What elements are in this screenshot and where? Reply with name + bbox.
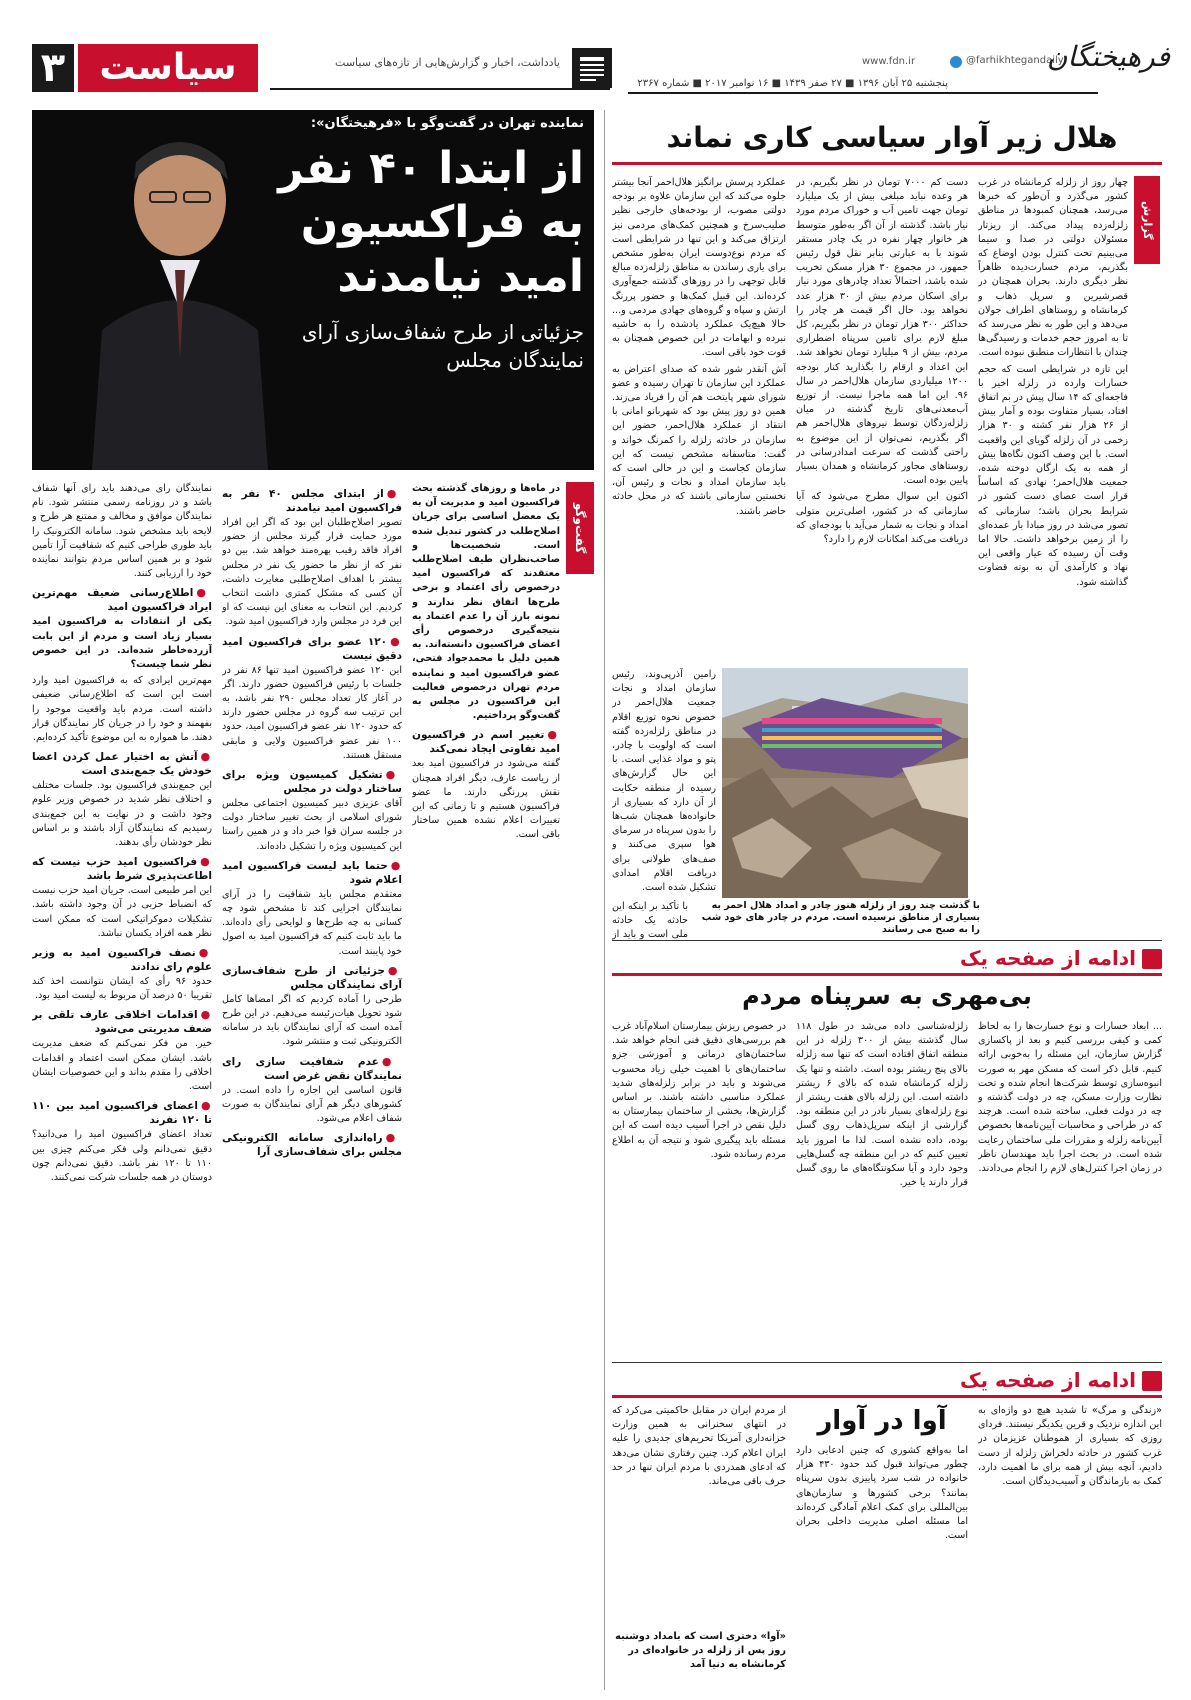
page-number: ۳ — [32, 44, 74, 92]
photo-caption: با گذشت چند روز از زلزله هنوز چادر و امداد هلال احمر به بسیاری از مناطق نرسیده است. مردم در چادر های خود شب را به صبح می رسانند — [701, 900, 980, 935]
continued-label: ادامه از صفحه یک — [960, 946, 1136, 970]
masthead-rule-right — [628, 92, 1098, 94]
question-13: ●اقدامات اخلاقی عارف تلقی بر ضعف مدیریتی می‌شود — [32, 1008, 212, 1036]
ava-title: آوا در آوار — [817, 1406, 947, 1436]
helal-title: هلال زیر آوار سیاسی کاری نماند — [666, 121, 1118, 154]
bimehri-bottom-rule — [612, 1362, 1162, 1363]
question-3: ●تشکیل کمیسیون ویژه برای ساختار دولت در مجلس — [222, 768, 402, 796]
helal-col-3: عملکرد پرسش برانگیز هلال‌احمر آنجا بیشتر جلوه می‌کند که این سازمان علاوه بر بودجه دولتی مصوب، از بودجه‌های خارجی نظیر صلیب‌سرخ و همچنین کمک‌های مردمی نیز ارتزاق می‌کند و این تنها در شرایطی است که مردم نوع‌دوست ایران به‌طور مشخص برای یاری رساندن به مناطق زلزله‌زده مبالغ قابل توجهی را در روزهای گذشته جمع‌آوری کرده‌اند. این قبیل کمک‌ها و حضور پررنگ ارتش و سپاه و گروه‌های جهادی مردمی و... حالا هیچ‌یک عملکرد یادشده را به حاشیه نبرده و ابهامات در این خصوص همچنان به قوت خود باقی است. آش آنقدر شور شده که صدای اعتراض به عملکرد این سازمان تا تهران رسیده و عضو شورای شهر پایتخت هم آن را فریاد می‌زند. همین دو روز پیش بود که شهربانو امانی با انتقاد از عملکرد هلال‌احمر، حضور این سازمان در حادثه زلزله را کمرنگ خواند و گفت: متاسفانه مشخص نیست که این سازمان کجاست و این در حالی است که باید سازمان امداد و نجات و رئیس آن، نخستین سازمانی باشند که در محل حادثه حاضر باشند. — [612, 177, 786, 517]
continued-rule-1 — [612, 973, 1162, 976]
column-divider — [604, 110, 605, 1690]
ava-col-1: «زندگی و مرگ» تا شدید هیچ دو واژه‌ای به این اندازه نزدیک و قرین یکدیگر نیستند. فردای روزی که بسیاری از هموطنان عزیزمان در غرب کشور در حادثه دلخراش زلزله از دست دادیم، آنچه بیش از همه برای ما اهمیت دارد، کمک به بازماندگان و آسیب‌دیدگان است. — [978, 1405, 1162, 1488]
continued-rule-2 — [612, 1395, 1162, 1398]
interview-hero — [32, 110, 594, 470]
question-12: ●نصف فراکسیون امید به وزیر علوم رای ندادند — [32, 946, 212, 974]
helal-bottom-rule — [612, 940, 1162, 941]
continued-label: ادامه از صفحه یک — [960, 1368, 1136, 1392]
question-9: ●اطلاع‌رسانی ضعیف مهم‌ترین ایراد فراکسیون امید — [32, 586, 212, 614]
question-7: ●راه‌اندازی سامانه الکترونیکی مجلس برای شفاف‌سازی آرا — [222, 1131, 402, 1159]
interview-col-1: در ماه‌ها و روزهای گذشته بحث فراکسیون امید و مدیریت آن به یک معضل اساسی برای جریان اصلاح‌طلب در کشور تبدیل شده است. شخصیت‌ها و صاحب‌نظران طیف اصلاح‌طلب معتقدند که فراکسیون امید درخصوص رأی اعتماد و برخی طرح‌ها اتفاق نظر ندارند و نمونه بارز آن را عدم اعتماد به نتیجه‌گیری درخصوص رأی اعضای فراکسیون دانسته‌اند. به همین دلیل با محمدجواد فتحی، عضو فراکسیون امید و نماینده مردم تهران درخصوص فعالیت این فراکسیون در مجلس به گفت‌وگو پرداختیم. ●تغییر اسم در فراکسیون امید تفاوتی ایجاد نمی‌کند گفته می‌شود در فراکسیون امید بعد از ریاست عارف، دیگر افراد همچنان نقش پررنگی دارند. ما عضو فراکسیون هستیم و تا زمانی که این تغییرات اعلام نشده همین ساختار باقی است. — [412, 483, 560, 841]
masthead-rule — [270, 88, 610, 90]
bimehri-col-3: در خصوص ریزش بیمارستان اسلام‌آباد غرب هم بررسی‌های دقیق فنی انجام خواهد شد. ساختمان‌های درمانی و آموزشی جزو ساختمان‌های با اهمیت خیلی زیاد محسوب می‌شوند و باید در برابر زلزله‌های شدید عملکرد مناسبی داشته باشند. بر اساس گزارش‌ها، بخشی از ساختمان بیمارستان به دلیل نقص در اجرا آسیب دیده است که این مسئله باید پیگیری شود و نتیجه آن به اطلاع مردم رسانده شود. — [612, 1021, 786, 1160]
section-title: سیاست — [78, 44, 258, 92]
interview-kicker: نماینده تهران در گفت‌وگو با «فرهیختگان»: — [310, 116, 584, 131]
continued-badge-1 — [960, 946, 1162, 972]
question-6: ●عدم شفافیت سازی رای نمایندگان نقض غرض است — [222, 1054, 402, 1082]
continued-icon — [1142, 1371, 1162, 1391]
issue-line: پنجشنبه ۲۵ آبان ۱۳۹۶ ■ ۲۷ صفر ۱۴۳۹ ■ ۱۶ نوامبر ۲۰۱۷ ■ شماره ۲۳۶۷ — [637, 78, 948, 89]
helal-col-5: با تأکید بر اینکه این حادثه یک حادثه ملی است و باید از — [612, 901, 688, 940]
site-url: www.fdn.ir — [862, 56, 916, 67]
interview-tag: گفت‌وگو — [566, 482, 594, 574]
question-8: ●تغییر اسم در فراکسیون امید تفاوتی ایجاد نمی‌کند — [412, 728, 560, 756]
question-1: ●از ابتدای مجلس ۴۰ نفر به فراکسیون امید نیامدند — [222, 487, 402, 514]
twitter-handle: @farhikhtegandaily — [966, 55, 1064, 66]
interview-col-3: نمایندگان رای می‌دهند باید رای آنها شفاف باشد و در روزنامه رسمی منتشر شود. نام نمایندگان موافق و مخالف و ممتنع هر طرح و لایحه باید مشخص شود. سامانه الکترونیک را باید طوری طراحی کنیم که شفافیت آرا تأمین شود و بر همین اساس مردم بتوانند نماینده خود را ارزیابی کنند. ●اطلاع‌رسانی ضعیف مهم‌ترین ایراد فراکسیون امید یکی از انتقادات به فراکسیون امید بسیار زیاد است و مردم از این بابت آزرده‌خاطر شده‌اند. در این خصوص نظر شما چیست؟ مهم‌ترین ایرادی که به فراکسیون امید وارد است این است که اطلاع‌رسانی ضعیفی داشته است. مردم باید واقعیت موجود را بفهمند و خود را در جریان کار نمایندگان قرار دهند. ما همواره به این موضوع تأکید کرده‌ایم. ●آتش به اختیار عمل کردن اعضا خودش یک جمع‌بندی است این جمع‌بندی فراکسیون بود. جلسات مختلف و اختلاف نظر شدید در خصوص وزیر علوم وجود داشت و در نهایت به این جمع‌بندی رسیدیم که نمایندگان آزاد باشند و بر اساس نظر خودشان رأی بدهند. ●فراکسیون امید حزب نیست که اطاعت‌پذیری شرط باشد این امر طبیعی است. جریان امید حزب نیست که انضباط حزبی در آن وجود داشته باشد. تشکیلات دموکراتیکی است که ممکن است نظر همه افراد یکسان نباشد. ●نصف فراکسیون امید به وزیر علوم رای ندادند حدود ۹۶ رأی که ایشان نتوانست اخذ کند تقریبا ۵۰ درصد آن مربوط به لیست امید بود. ●اقدامات اخلاقی عارف تلقی بر ضعف مدیریتی می‌شود خیر. من فکر نمی‌کنم که ضعف مدیریت باشد. ایشان ممکن است اعتماد و اقدامات اخلاقی را مقدم بداند و این خصوصیات ایشان است. ●اعضای فراکسیون امید بین ۱۱۰ تا ۱۲۰ نفرند تعداد اعضای فراکسیون امید را می‌دانید؟ دقیق نمی‌دانم ولی فکر می‌کنم چیزی بین ۱۱۰ تا ۱۲۰ نفر باشد. دقیق نمی‌دانم چون دوستان در همه جلسات شرکت نمی‌کنند. — [32, 483, 212, 1183]
helal-col-2: دست کم ۷۰۰۰ تومان در نظر بگیریم، در هر وعده نباید مبلغی بیش از یک میلیارد تومان جهت تامین آب و خوراک مردم مورد نیاز باشد. گذشته از آن اگر به‌طور متوسط هر خانوار چهار نفره در یک چادر مستقر شوند با به عبارتی بنابر نقل قول رئیس جمهور، در مجموع ۳۰ هزار مسکن تخریب شده باشد، احتمالاً تعداد چادرهای مورد نیاز برای اسکان مردم بیش از ۳۰ هزار عدد نخواهد بود. حال اگر قیمت هر چادر را حداکثر ۳۰۰ هزار تومان در نظر بگیریم، کل مبلغ لازم برای تامین سرپناه اضطراری مردم، بیش از ۹ میلیارد تومان نخواهد شد. این اعداد و ارقام را بگذارید کنار بودجه ۱۲۰۰ میلیاردی سازمان هلال‌احمر در سال ۹۶. این اما همه ماجرا نیست. از توزیع آب‌معدنی‌های تاریخ گذشته در میان زلزله‌زدگان توسط نیروهای هلال‌احمر هم اگر بگذریم، نمی‌توان از این موضوع به راحتی گذشت که سرعت امدادرسانی در روستاهای مجاور کرمانشاه و همدان بسیار پایین بوده است. اکنون این سوال مطرح می‌شود که آیا سازمانی که در کشور، اصلی‌ترین متولی امداد و نجات به شمار می‌آید با بودجه‌ای که دریافت می‌کند امکانات لازم را دارد؟ — [796, 177, 968, 546]
question-2: ●۱۲۰ عضو برای فراکسیون امید دقیق نیست — [222, 634, 402, 662]
newspaper-logo: فرهیختگان — [1046, 40, 1170, 73]
earthquake-photo — [722, 668, 968, 898]
question-5: ●جزئیاتی از طرح شفاف‌سازی آرای نمایندگان مجلس — [222, 963, 402, 991]
interview-headline: از ابتدا ۴۰ نفر به فراکسیون امید نیامدند — [278, 143, 584, 302]
helal-col-4: رامین آذرپی‌وند، رئیس سازمان امداد و نجات جمعیت هلال‌احمر در خصوص نحوه توزیع اقلام در مناطق زلزله‌زده گفته است که اولویت با چادر، پتو و مواد غذایی است. با این حال گزارش‌های رسیده از منطقه حکایت از آن دارد که بسیاری از خانواده‌ها همچنان شب‌ها را بدون سرپناه در سرمای هوا سپری می‌کنند و صف‌های طولانی برای دریافت اقلام امدادی تشکیل شده است. — [612, 669, 716, 894]
newspaper-icon — [572, 48, 612, 88]
helal-col-1: چهار روز از زلزله کرمانشاه در غرب کشور می‌گذرد و آن‌طور که خبرها می‌رسد، همچنان کمبودها در مناطق زلزله‌زده پیداد می‌کند. از ریزتار مسئولان دولتی در صدا و سیما می‌بینیم تحت کنترل بودن اوضاع که بگذریم، مردم خسارت‌دیده ظاهراً نظر دیگری دارند. بحران همچنان در قصرشیرین و سرپل ذهاب و کرمانشاه و روستاهای اطراف جولان می‌دهد و این طور به نظر می‌رسد که تا به امروز حجم خدمات و رسیدگی‌ها چندان با انتظارات منطبق نبوده است. این تازه در شرایطی است که حجم خسارات وارده در زلزله اخیر با فاجعه‌ای که ۱۴ سال پیش در بم اتفاق افتاد، بسیار متفاوت بوده و آمار بیش از ۲۶ هزار نفر کشته و ۳۰ هزار زخمی در آن زلزله گویای این واقعیت است. با این وصف اکنون نگاه‌ها بیش از همه به یک ارگان دوخته شده، جمعیت هلال‌احمر؛ نهادی که اساساً قرار است عصای دست کشور در شرایط بحران باشد؛ سازمانی که تصور می‌شد در روز مبادا بار عمده‌ای را از زمین برخواهد داشت. حالا اما وقت آن رسیده که عیار واقعی این نهاد و کارآمدی آن به بوته قضاوت گذاشته شود. — [978, 177, 1128, 588]
question-11: ●فراکسیون امید حزب نیست که اطاعت‌پذیری شرط باشد — [32, 855, 212, 883]
interview-col-2: ●از ابتدای مجلس ۴۰ نفر به فراکسیون امید نیامدند تصویر اصلاح‌طلبان این بود که اگر این افراد مورد حمایت قرار گیرند مجلس از حضور افراد فاقد رقیب بهره‌مند خواهد شد. بین دو نفر که از نظر ما حضور یک نفر در مجلس بیشتر با اهداف اصلاح‌طلبی مغایرت داشت، آن کسی که مشکل کمتری داشت انتخاب کردیم. این انتخاب به معنای این نیست که او این فرد در مجلس وارد فراکسیون امید شود. ●۱۲۰ عضو برای فراکسیون امید دقیق نیست این ۱۲۰ عضو فراکسیون امید تنها ۸۶ نفر در جلسات با رئیس فراکسیون حضور دارند. اگر در آغاز کار تعداد مجلس ۲۹۰ نفر باشد، به این ترتیب سه گروه در مجلس حضور دارند که حدود ۱۲۰ نفر عضو فراکسیون امید، حدود ۱۰۰ نفر عضو فراکسیون ولایی و مابقی مستقل هستند. ●تشکیل کمیسیون ویژه برای ساختار دولت در مجلس آقای عزیزی دبیر کمیسیون اجتماعی مجلس شورای اسلامی از بحث تغییر ساختار دولت در جلسه سران قوا خبر داد و در همین راستا این کمیسیون ویژه را تشکیل داده‌اند. ●حتما باید لیست فراکسیون امید اعلام شود معتقدم مجلس باید شفافیت را در آرای نمایندگان اجرایی کند تا مشخص شود چه کسانی به چه طرح‌ها و لوایحی رأی داده‌اند. ما باید ثابت کنیم که فراکسیون امید به اصول خود پایبند است. ●جزئیاتی از طرح شفاف‌سازی آرای نمایندگان مجلس طرحی را آماده کردیم که اگر امضاها کامل شود تحویل هیات‌رئیسه می‌دهیم. در این طرح آمده است که آرای نمایندگان باید در سامانه الکترونیکی ثبت و منتشر شود. ●عدم شفافیت سازی رای نمایندگان نقض غرض است قانون اساسی این اجازه را داده است. در کشورهای دیگر هم آرای نمایندگان به صورت شفاف اعلام می‌شود. ●راه‌اندازی سامانه الکترونیکی مجلس برای شفاف‌سازی آرا — [222, 487, 402, 1159]
ava-col-2: اما به‌واقع کشوری که چنین ادعایی دارد چطور می‌تواند قبول کند حدود ۴۳۰ هزار خانواده در شب سرد پاییزی بدون سرپناه بمانند؟ برخی کشورها و سازمان‌های بین‌المللی برای کمک اعلام آمادگی کرده‌اند اما مسئله اصلی مدیریت داخلی بحران است. — [796, 1445, 968, 1542]
question-4: ●حتما باید لیست فراکسیون امید اعلام شود — [222, 858, 402, 886]
bimehri-col-1: ... ابعاد خسارات و نوع خسارت‌ها را به لحاظ کمی و کیفی بررسی کنیم و بعد از پاکسازی گزارش سازمان، این مسئله را به‌خوبی ارائه کنیم. قابل ذکر است که مسکن مهر به صورت انبوه‌سازی توسط شرکت‌ها انجام شده و تحت نظارت وزارت مسکن، چه در دولت گذشته و چه در دولت فعلی، ساخته شده است. هرچند که در طراحی و محاسبات آیین‌نامه‌ها بخصوص آیین‌نامه زلزله و مقررات ملی ساختمان رعایت شده است. در بحث اجرا باید مهندسان ناظر در زمان اجرا کنترل‌های لازم را انجام می‌دادند. — [978, 1021, 1162, 1175]
ava-col-3: از مردم ایران در مقابل حاکمیتی می‌کرد که در انتهای سخنرانی به همین وزارت خزانه‌داری آمریکا تحریم‌های جدیدی را علیه ایران اعلام کرد. چنین رفتاری نشان می‌دهد که ادعای همدردی با مردم ایران تنها در حد حرف باقی می‌ماند. — [612, 1405, 786, 1488]
helal-title-rule — [612, 162, 1162, 165]
continued-icon — [1142, 949, 1162, 969]
tagline: یادداشت، اخبار و گزارش‌هایی از تازه‌های سیاست — [335, 56, 560, 69]
interview-subhead: جزئیاتی از طرح شفاف‌سازی آرای نمایندگان مجلس — [301, 320, 584, 372]
ava-footnote: «آوا» دختری است که بامداد دوشنبه روز پس از زلزله در خانواده‌ای در کرمانشاه به دنیا آمد — [615, 1631, 786, 1670]
twitter-icon — [950, 56, 962, 68]
bimehri-col-2: زلزله‌شناسی داده می‌شد در طول ۱۱۸ سال گذشته بیش از ۳۰۰ زلزله در این منطقه اتفاق افتاده است که تنها سه زلزله بالای پنج ریشتر بوده است. داشته و تنها یک زلزله کرمانشاه شده که بالای ۶ ریشتر داشته است. این زلزله بالای هفت ریشتر از نوع زلزله‌های بسیار نادر در این منطقه بود. گزارشی از اینکه سرپل‌ذهاب روی گسل بوده، داده نشده است. لذا ما امروز باید تعیین کنیم که در این منطقه چه گسل‌هایی وجود دارد و آیا سکونتگاه‌های ما روی گسل قرار دارند یا خیر. — [796, 1021, 968, 1189]
bimehri-title: بی‌مهری به سرپناه مردم — [742, 982, 1032, 1010]
question-14: ●اعضای فراکسیون امید بین ۱۱۰ تا ۱۲۰ نفرند — [32, 1099, 212, 1127]
report-kicker: گزارش — [1134, 176, 1160, 264]
continued-badge-2 — [960, 1368, 1162, 1394]
masthead — [0, 0, 1191, 100]
question-10: ●آتش به اختیار عمل کردن اعضا خودش یک جمع‌بندی است — [32, 750, 212, 778]
